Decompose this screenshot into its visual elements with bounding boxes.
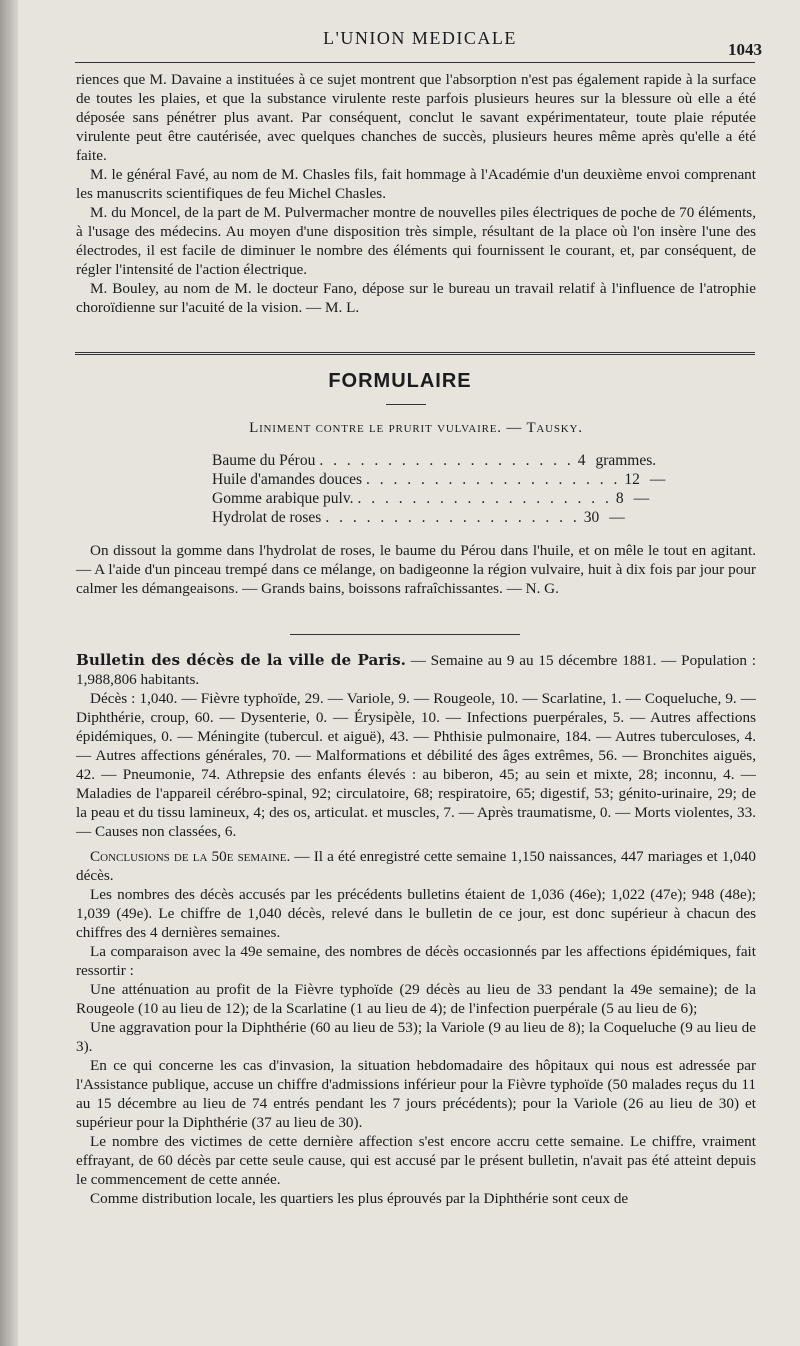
intro-text	[76, 70, 756, 317]
ingredient-quantity: 4	[577, 452, 586, 469]
page-gutter-shadow	[0, 0, 18, 1346]
bulletin-paragraph: Une atténuation au profit de la Fièvre typhoïde (29 décès au lieu de 33 pendant la 49e semaine); de la Rougeole (10 au lieu de 12); de la Scarlatine (1 au lieu de 4); de l'infection puerpérale (5 au lieu de 6);	[76, 981, 756, 1017]
bulletin-paragraph: Une aggravation pour la Diphthérie (60 au lieu de 53); la Variole (9 au lieu de 8); la Coqueluche (9 au lieu de 3).	[76, 1019, 756, 1055]
section-divider-short	[290, 634, 520, 635]
conclusions-text: — Il a été enregistré cette semaine 1,150 naissances, 447 mariages et 1,040 décès.	[76, 848, 756, 884]
bulletin-paragraph: La comparaison avec la 49e semaine, des nombres de décès occasionnés par les affections épidémiques, fait ressortir :	[76, 943, 756, 979]
ingredient-row	[212, 470, 666, 489]
conclusions-label: Conclusions de la 50e semaine.	[90, 848, 291, 865]
ingredient-name: Baume du Pérou	[212, 452, 316, 469]
ingredient-name: Huile d'amandes douces	[212, 471, 362, 488]
deces-paragraph: Décès : 1,040. — Fièvre typhoïde, 29. — Variole, 9. — Rougeole, 10. — Scarlatine, 1. — Coqueluche, 9. — Diphthérie, croup, 60. — Dysenterie, 0. — Érysipèle, 10. — Infections puerpérales, 5. — Autres affections épidémiques, 0. — Méningite (tubercul. et aiguë), 43. — Phthisie pulmonaire, 184. — Autres tuberculoses, 4. — Autres affections générales, 70. — Malformations et débilité des âges extrêmes, 56. — Bronchites aiguës, 42. — Pneumonie, 74. Athrepsie des enfants élevés : au biberon, 45; au sein et mixte, 28; inconnu, 4. — Maladies de l'appareil cérébro-spinal, 92; circulatoire, 68; respiratoire, 65; digestif, 53; génito-urinaire, 29; de la peau et du tissu lamineux, 4; des os, articulat. et muscles, 7. — Après traumatisme, 0. — Morts violentes, 33. — Causes non classées, 6.	[76, 690, 756, 840]
leader-dots: . . . . . . . . . . . . . . . . . . .	[357, 490, 612, 507]
ingredient-name: Hydrolat de roses	[212, 509, 322, 526]
leader-dots: . . . . . . . . . . . . . . . . . . .	[366, 471, 621, 488]
ingredient-row	[212, 489, 650, 508]
leader-dots: . . . . . . . . . . . . . . . . . . .	[325, 509, 580, 526]
bulletin-paragraph: Les nombres des décès accusés par les précédents bulletins étaient de 1,036 (46e); 1,022 (47e); 948 (48e); 1,039 (49e). Le chiffre de 1,040 décès, relevé dans le bulletin de ce jour, est donc supérieur à chacun des chiffres des 4 dernières semaines.	[76, 886, 756, 941]
bulletin-paragraph: Comme distribution locale, les quartiers les plus éprouvés par la Diphthérie sont ceux de	[90, 1190, 629, 1207]
section-divider	[75, 352, 755, 355]
instructions-paragraph: On dissout la gomme dans l'hydrolat de roses, le baume du Pérou dans l'huile, et on mêle le tout en agitant. — A l'aide d'un pinceau trempé dans ce mélange, on badigeonne la région vulvaire, huit à dix fois par jour pour calmer les démangeaisons. — Grands bains, boissons rafraîchissantes. — N. G.	[76, 542, 756, 597]
ingredient-row	[212, 451, 657, 470]
heading-underline	[386, 404, 426, 405]
ingredient-list	[212, 451, 666, 527]
ingredient-quantity: 8	[615, 490, 624, 507]
bulletin-paragraph: En ce qui concerne les cas d'invasion, la situation hebdomadaire des hôpitaux qui nous est adressée par l'Assistance publique, accuse un chiffre d'admissions inférieur pour la Fièvre typhoïde (50 malades reçus du 11 au 15 décembre au lieu de 74 entrés pendant les 7 jours précédents); pour la Variole (26 au lieu de 30) et supérieur pour la Diphthérie (37 au lieu de 30).	[76, 1057, 756, 1131]
intro-paragraph-3: M. du Moncel, de la part de M. Pulvermacher montre de nouvelles piles électriques de poche de 70 éléments, à l'usage des médecins. Au moyen d'une disposition très simple, résultant de la place où l'on insère l'une des électrodes, il est facile de diminuer le nombre des éléments qui fournissent le courant, et, par conséquent, de régler l'intensité de l'action électrique.	[76, 204, 756, 278]
ingredient-unit: grammes.	[595, 452, 657, 469]
recipe-title: Liniment contre le prurit vulvaire. — Tausky.	[249, 420, 583, 436]
intro-paragraph-1: riences que M. Davaine a instituées à ce sujet montrent que l'absorption n'est pas également rapide à la surface de toutes les plaies, et que la substance virulente reste parfois plusieurs heures sur la blessure où elle a été déposée sans pénétrer plus avant. Par conséquent, conclut le savant expérimentateur, toute plaie réputée virulente peut être cautérisée, avec quelques chanches de succès, plusieurs heures même après qu'elle a été faite.	[76, 71, 756, 164]
running-header	[70, 28, 770, 58]
ingredient-row	[212, 508, 632, 527]
bulletin-heading	[76, 651, 756, 689]
journal-title: L'UNION MEDICALE	[323, 28, 517, 48]
formulaire-heading: FORMULAIRE	[328, 370, 472, 392]
conclusions-paragraph	[76, 847, 756, 885]
bulletin-title-rest: — Semaine au 9 au 15 décembre 1881. — Population : 1,988,806 habitants.	[76, 652, 756, 688]
ingredient-unit: —	[633, 490, 650, 507]
ingredient-quantity: 30	[583, 509, 600, 526]
recipe-instructions	[76, 541, 756, 598]
ingredient-name: Gomme arabique pulv.	[212, 490, 354, 507]
bulletin-section	[76, 651, 756, 1208]
intro-paragraph-4: M. Bouley, au nom de M. le docteur Fano, dépose sur le bureau un travail relatif à l'influence de l'atrophie choroïdienne sur l'acuité de la vision. — M. L.	[76, 280, 756, 316]
header-rule	[75, 62, 755, 63]
bulletin-title: Bulletin des décès de la ville de Paris.	[76, 651, 406, 669]
ingredient-unit: —	[649, 471, 666, 488]
ingredient-quantity: 12	[624, 471, 640, 488]
intro-paragraph-2: M. le général Favé, au nom de M. Chasles fils, fait hommage à l'Académie d'un deuxième envoi comprenant les manuscrits scientifiques de feu Michel Chasles.	[76, 166, 756, 202]
page-number: 1043	[728, 40, 762, 59]
ingredient-unit: —	[609, 509, 625, 526]
bulletin-paragraph: Le nombre des victimes de cette dernière affection s'est encore accru cette semaine. Le chiffre, vraiment effrayant, de 60 décès par cette seule cause, qui est accusé par le présent bulletin, n'avait pas été atteint depuis le commencement de cette année.	[76, 1133, 756, 1188]
leader-dots: . . . . . . . . . . . . . . . . . . .	[319, 452, 574, 469]
